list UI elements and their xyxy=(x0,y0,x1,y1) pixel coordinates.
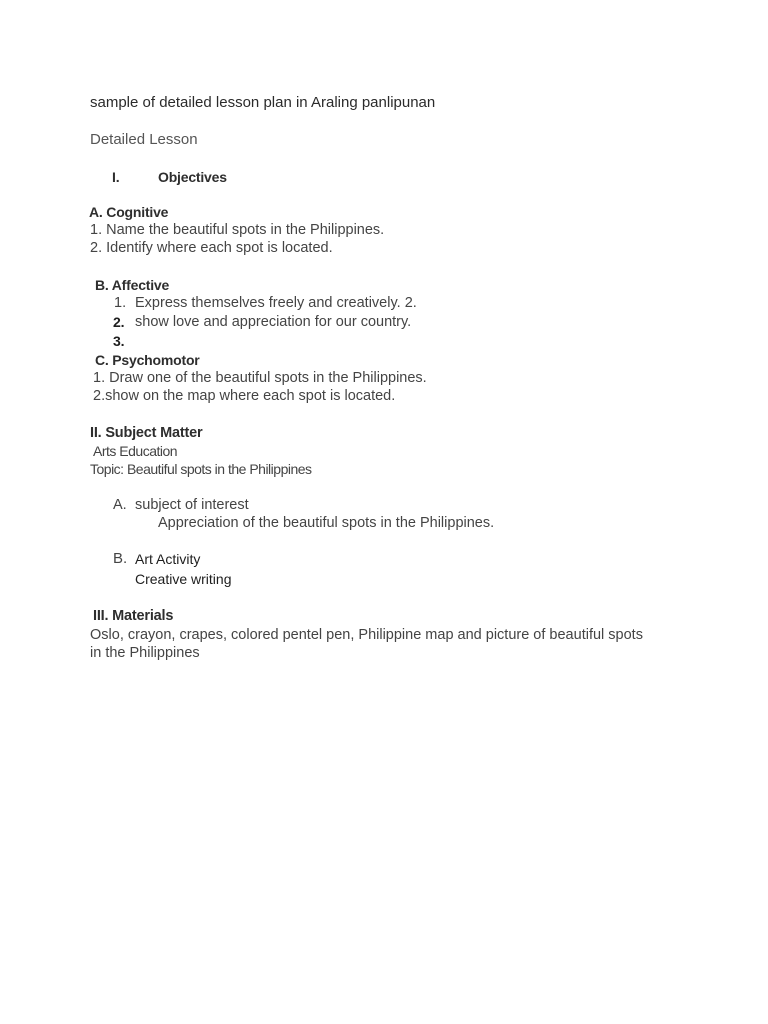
materials-line: Oslo, crayon, crapes, colored pentel pen, Philippine map and picture of beautiful spots xyxy=(90,627,643,643)
cognitive-item: 2. Identify where each spot is located. xyxy=(90,240,333,256)
affective-heading: B. Affective xyxy=(95,277,170,293)
subject-topic: Topic: Beautiful spots in the Philippines xyxy=(90,461,312,477)
psychomotor-heading: C. Psychomotor xyxy=(95,352,200,368)
materials-line: in the Philippines xyxy=(90,645,200,661)
affective-item-number: 1. xyxy=(114,295,127,311)
subject-a-text: Appreciation of the beautiful spots in the Philippines. xyxy=(158,515,495,531)
document-intro: sample of detailed lesson plan in Araling panlipunan xyxy=(90,94,436,111)
psychomotor-item: 1. Draw one of the beautiful spots in the Philippines. xyxy=(93,370,427,386)
subject-b-letter: B. xyxy=(113,550,128,567)
psychomotor-item: 2.show on the map where each spot is located. xyxy=(93,388,396,404)
subject-matter-heading: II. Subject Matter xyxy=(90,425,203,441)
materials-heading: III. Materials xyxy=(93,608,174,624)
section-1-title: Objectives xyxy=(158,169,227,185)
cognitive-item: 1. Name the beautiful spots in the Philippines. xyxy=(90,222,385,238)
affective-item-number: 2. xyxy=(113,314,125,330)
subject-b-label: Art Activity xyxy=(135,551,201,567)
affective-item-text: show love and appreciation for our country. xyxy=(135,314,412,330)
cognitive-heading: A. Cognitive xyxy=(89,204,169,220)
subject-a-label: subject of interest xyxy=(135,497,249,513)
document-heading: Detailed Lesson xyxy=(90,131,198,148)
section-1-numeral: I. xyxy=(112,169,120,185)
subject-area: Arts Education xyxy=(93,443,178,459)
affective-item-number: 3. xyxy=(113,333,125,349)
affective-item-text: Express themselves freely and creatively. 2. xyxy=(135,295,417,311)
subject-b-text: Creative writing xyxy=(135,571,232,587)
subject-a-letter: A. xyxy=(113,497,127,513)
